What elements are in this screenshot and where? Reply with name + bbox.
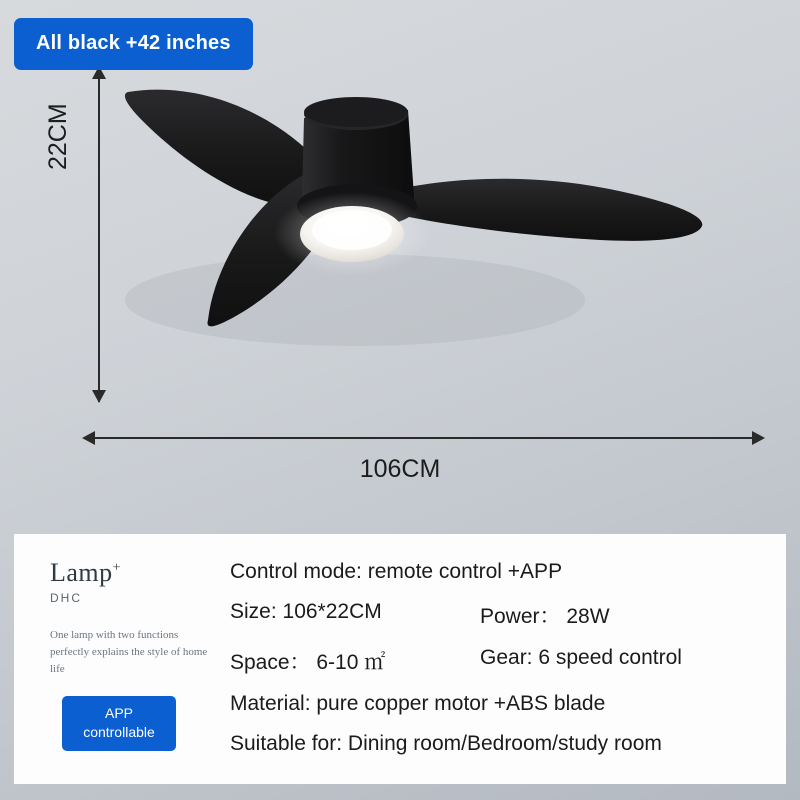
width-dimension-label: 106CM (359, 455, 441, 483)
width-arrow-left-icon (82, 431, 95, 445)
spec-control-mode: Control mode: remote control +APP (230, 560, 563, 583)
brand-subtitle: DHC (50, 591, 82, 605)
app-controllable-badge (62, 696, 176, 751)
width-dimension-line (94, 437, 754, 439)
height-dimension-label: 22CM (44, 103, 72, 170)
spec-list (230, 534, 786, 784)
spec-material: Material: pure copper motor +ABS blade (230, 692, 606, 715)
spec-gear: Gear: 6 speed control (480, 646, 682, 669)
spec-row-size-power (230, 600, 768, 630)
height-dimension-line (98, 72, 100, 402)
spec-row-material (230, 692, 768, 716)
app-badge-line1: APP (104, 705, 133, 721)
height-arrow-down-icon (92, 390, 106, 403)
spec-space: Space： 6-10 ㎡ (230, 651, 386, 674)
width-arrow-right-icon (752, 431, 765, 445)
brand-block (14, 534, 230, 784)
brand-name-text: Lamp (50, 558, 113, 587)
spec-suitable-for: Suitable for: Dining room/Bedroom/study room (230, 732, 662, 755)
brand-name (50, 558, 216, 588)
spec-row-control-mode (230, 560, 768, 584)
specification-panel (14, 534, 786, 784)
spec-row-space-gear (230, 646, 768, 676)
brand-superscript: + (112, 560, 122, 576)
brand-tagline: One lamp with two functions perfectly explains the style of home life (50, 629, 208, 676)
app-badge-line2: controllable (83, 723, 155, 740)
variant-badge: All black +42 inches (14, 18, 253, 70)
spec-size: Size: 106*22CM (230, 600, 382, 623)
spec-row-suitable (230, 732, 768, 756)
spec-power: Power： 28W (480, 605, 610, 628)
